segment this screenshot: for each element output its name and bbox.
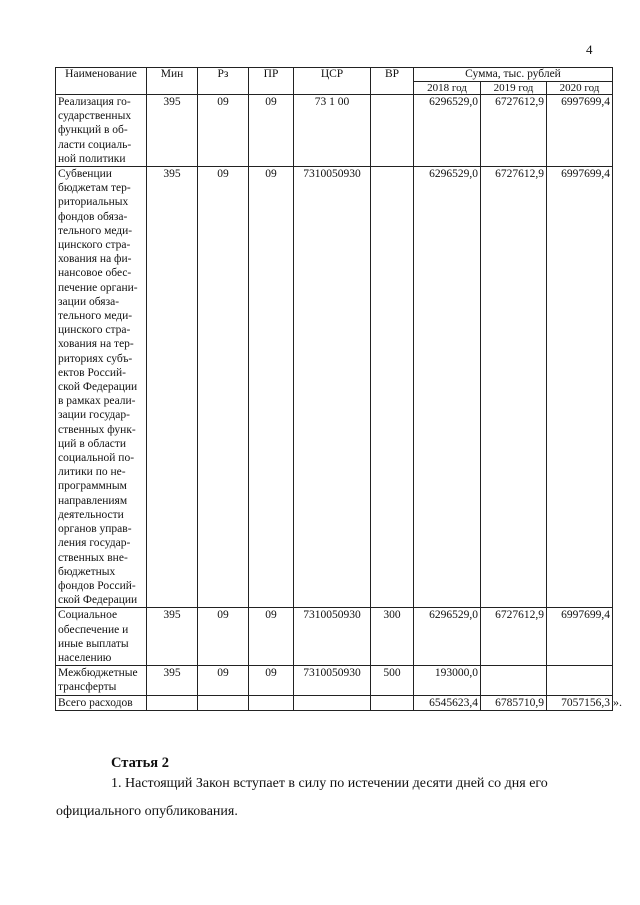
cell-name-line: литики по не- — [58, 466, 126, 479]
cell-min: 395 — [147, 95, 198, 167]
cell-name-line: нансовое обес- — [58, 267, 132, 280]
cell-name — [56, 695, 147, 710]
cell-name-line: тельного меди- — [58, 224, 133, 237]
header-vr: ВР — [371, 68, 414, 95]
cell-name-line: печение органи- — [58, 281, 138, 294]
table-row — [56, 695, 613, 710]
cell-name-line: цинского стра- — [58, 324, 131, 337]
cell-name-line: цинского стра- — [58, 239, 131, 252]
cell-name-line: функций в об- — [58, 124, 128, 137]
cell-min: 395 — [147, 666, 198, 695]
cell-name-line: риториальных — [58, 196, 129, 209]
header-year-2018: 2018 год — [414, 82, 481, 95]
cell-2018: 6545623,4 — [414, 695, 481, 710]
cell-name-line: ления государ- — [58, 537, 131, 550]
cell-name-line: фондов обяза- — [58, 210, 128, 223]
header-sum: Сумма, тыс. рублей — [414, 68, 613, 82]
cell-pr: 09 — [249, 666, 294, 695]
cell-name-line: бюджетам тер- — [58, 182, 131, 195]
cell-name-line: ектов Россий- — [58, 366, 126, 379]
cell-name-line: органов управ- — [58, 523, 132, 536]
cell-rz — [198, 695, 249, 710]
cell-min: 395 — [147, 167, 198, 608]
cell-name-line: Субвенции — [58, 168, 112, 181]
cell-min: 395 — [147, 608, 198, 666]
cell-name-line: ной политики — [58, 152, 126, 165]
header-year-2020: 2020 год — [547, 82, 613, 95]
cell-2020 — [547, 666, 613, 695]
cell-name — [56, 167, 147, 608]
cell-2019: 6727612,9 — [481, 167, 547, 608]
cell-vr — [371, 95, 414, 167]
cell-name-line: зации государ- — [58, 409, 130, 422]
cell-name — [56, 608, 147, 666]
cell-name-line: ской Федерации — [58, 594, 138, 607]
cell-min — [147, 695, 198, 710]
cell-2020: 6997699,4 — [547, 95, 613, 167]
cell-2019: 6785710,9 — [481, 695, 547, 710]
cell-2019: 6727612,9 — [481, 608, 547, 666]
header-min: Мин — [147, 68, 198, 95]
cell-name-line: ласти социаль- — [58, 138, 132, 151]
cell-name — [56, 95, 147, 167]
header-year-2019: 2019 год — [481, 82, 547, 95]
cell-vr — [371, 695, 414, 710]
cell-name-line: трансферты — [58, 681, 117, 694]
cell-name-line: в рамках реали- — [58, 395, 136, 408]
article-paragraph-line-2: официального опубликования. — [56, 804, 238, 819]
cell-name-line: Всего расходов — [58, 696, 133, 709]
cell-name-line: ций в области — [58, 437, 127, 450]
cell-2019 — [481, 666, 547, 695]
header-csr: ЦСР — [294, 68, 371, 95]
cell-name-line: зации обяза- — [58, 295, 120, 308]
cell-name-line: тельного меди- — [58, 310, 133, 323]
closing-quote: ». — [613, 695, 622, 709]
cell-name-line: Социальное — [58, 609, 118, 622]
page-number: 4 — [586, 42, 593, 57]
cell-name-line: программным — [58, 480, 127, 493]
cell-2018: 6296529,0 — [414, 167, 481, 608]
cell-csr — [294, 695, 371, 710]
cell-name-line: ственных функ- — [58, 423, 136, 436]
cell-2018: 193000,0 — [414, 666, 481, 695]
article-paragraph-line-1: 1. Настоящий Закон вступает в силу по истечении десяти дней со дня его — [111, 776, 548, 791]
cell-pr: 09 — [249, 167, 294, 608]
cell-2020: 6997699,4 — [547, 167, 613, 608]
cell-csr: 7310050930 — [294, 167, 371, 608]
table-body — [56, 95, 613, 711]
cell-2018: 6296529,0 — [414, 608, 481, 666]
cell-pr: 09 — [249, 95, 294, 167]
cell-rz: 09 — [198, 167, 249, 608]
table-row — [56, 666, 613, 695]
header-rz: Рз — [198, 68, 249, 95]
article-heading: Статья 2 — [111, 755, 169, 771]
header-name: Наименование — [56, 68, 147, 95]
cell-name-line: обеспечение и — [58, 623, 129, 636]
cell-pr: 09 — [249, 608, 294, 666]
cell-pr — [249, 695, 294, 710]
cell-csr: 7310050930 — [294, 666, 371, 695]
cell-name-line: сударственных — [58, 110, 132, 123]
table-header-row — [56, 68, 613, 82]
cell-name-line: хования на фи- — [58, 253, 132, 266]
cell-name-line: Реализация го- — [58, 96, 131, 108]
cell-csr: 73 1 00 — [294, 95, 371, 167]
cell-2018: 6296529,0 — [414, 95, 481, 167]
cell-name-line: фондов Россий- — [58, 579, 136, 592]
table-row — [56, 167, 613, 608]
cell-2020: 6997699,4 — [547, 608, 613, 666]
cell-csr: 7310050930 — [294, 608, 371, 666]
cell-name-line: иные выплаты — [58, 637, 129, 650]
cell-name-line: направлениям — [58, 494, 128, 507]
cell-2020: 7057156,3 — [547, 695, 613, 710]
cell-name-line: социальной по- — [58, 452, 135, 465]
cell-vr — [371, 167, 414, 608]
budget-table — [55, 67, 613, 711]
cell-name-line: ской Федерации — [58, 381, 138, 394]
cell-rz: 09 — [198, 666, 249, 695]
table-row — [56, 608, 613, 666]
cell-name-line: хования на тер- — [58, 338, 134, 351]
cell-rz: 09 — [198, 95, 249, 167]
cell-vr: 300 — [371, 608, 414, 666]
table-row — [56, 95, 613, 167]
cell-name-line: населению — [58, 651, 112, 664]
cell-name-line: риториях субъ- — [58, 352, 133, 365]
cell-2019: 6727612,9 — [481, 95, 547, 167]
cell-name-line: ственных вне- — [58, 551, 128, 564]
cell-name-line: деятельности — [58, 508, 124, 521]
cell-rz: 09 — [198, 608, 249, 666]
header-pr: ПР — [249, 68, 294, 95]
cell-vr: 500 — [371, 666, 414, 695]
cell-name — [56, 666, 147, 695]
cell-name-line: Межбюджетные — [58, 667, 138, 680]
cell-name-line: бюджетных — [58, 565, 116, 578]
